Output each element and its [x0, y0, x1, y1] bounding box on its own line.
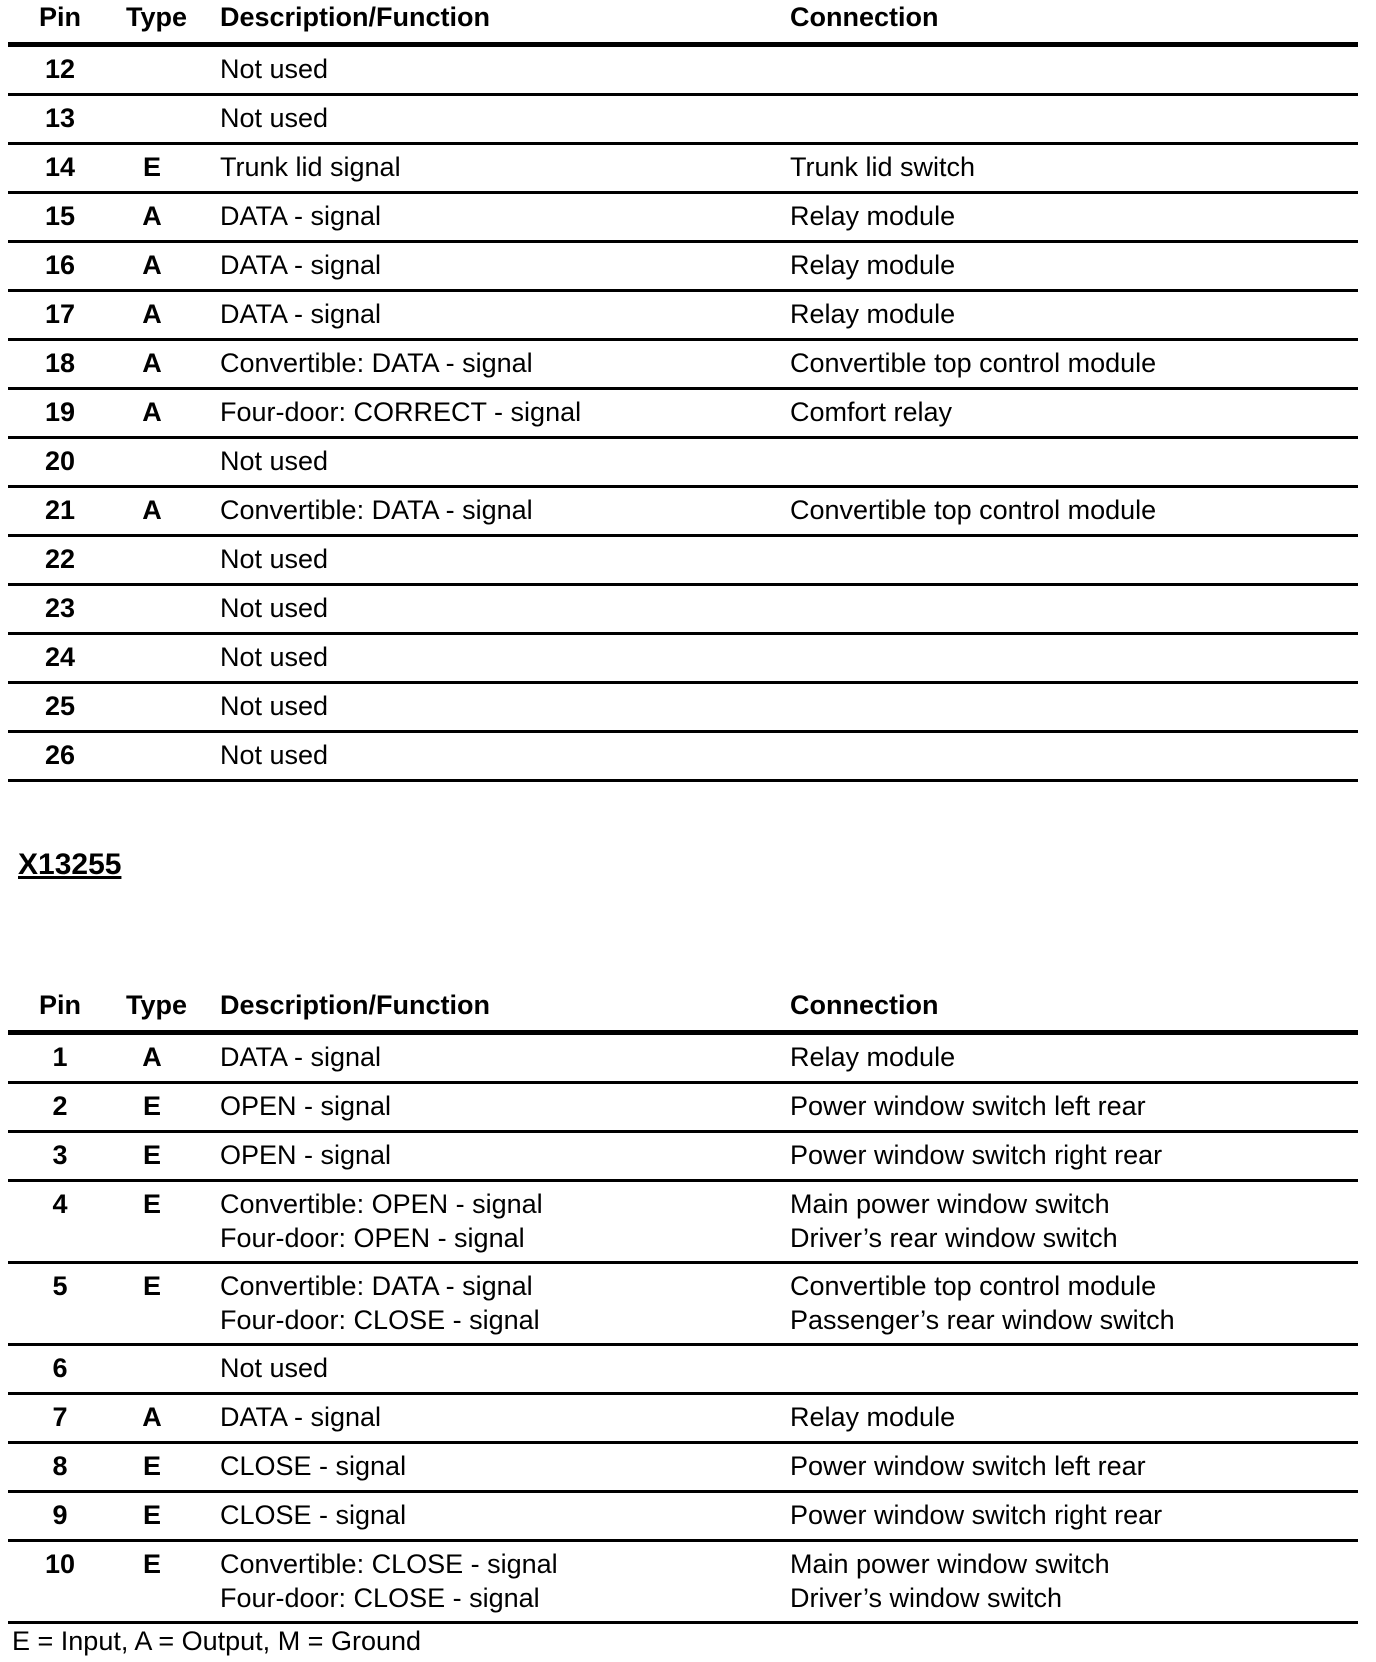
table-row — [8, 684, 1358, 733]
description-line: Four-door: CORRECT - signal — [220, 397, 582, 427]
header-type: Type — [126, 990, 188, 1020]
pin-connection — [790, 1040, 955, 1074]
pin-connection — [790, 395, 952, 429]
pin-type: E — [142, 1091, 161, 1121]
connection-line: Power window switch right rear — [790, 1140, 1163, 1170]
pin-description — [220, 395, 581, 429]
table-row — [8, 1395, 1358, 1444]
pin-number: 16 — [44, 250, 76, 280]
description-line: CLOSE - signal — [220, 1500, 407, 1530]
table-row — [8, 1346, 1358, 1395]
table-row — [8, 194, 1358, 243]
pin-description — [220, 542, 328, 576]
pin-number: 1 — [52, 1042, 68, 1072]
connection-line: Comfort relay — [790, 397, 953, 427]
connection-line: Driver’s rear window switch — [790, 1223, 1118, 1253]
table-body — [8, 47, 1358, 782]
header-pin: Pin — [38, 2, 81, 32]
table-row — [8, 635, 1358, 684]
pin-connection — [790, 1400, 955, 1434]
connection-line: Power window switch right rear — [790, 1500, 1163, 1530]
connector-title: X13255 — [18, 848, 122, 881]
pin-description — [220, 199, 381, 233]
pin-connection — [790, 1449, 1146, 1483]
connection-line: Relay module — [790, 250, 956, 280]
description-line: DATA - signal — [220, 299, 382, 329]
pin-type: E — [142, 1500, 161, 1530]
table-row — [8, 1542, 1358, 1624]
table-row — [8, 1493, 1358, 1542]
pin-connection — [790, 1269, 1175, 1337]
pin-description — [220, 346, 533, 380]
description-line: Not used — [220, 1353, 329, 1383]
table-row — [8, 1084, 1358, 1133]
pin-description — [220, 52, 328, 86]
description-line: Convertible: DATA - signal — [220, 1271, 533, 1301]
pin-description — [220, 1269, 540, 1337]
pin-connection — [790, 199, 955, 233]
pin-number: 5 — [52, 1271, 68, 1301]
table-row — [8, 390, 1358, 439]
pin-description — [220, 1089, 391, 1123]
table-row — [8, 145, 1358, 194]
pin-number: 6 — [52, 1353, 68, 1383]
pin-description — [220, 640, 328, 674]
connection-line: Passenger’s rear window switch — [790, 1305, 1175, 1335]
pin-number: 7 — [52, 1402, 68, 1432]
pin-number: 22 — [44, 544, 76, 574]
table-row — [8, 537, 1358, 586]
pin-table-x13255 — [8, 988, 1358, 1624]
pin-connection — [790, 1547, 1110, 1615]
description-line: Not used — [220, 593, 329, 623]
pin-description — [220, 591, 328, 625]
connection-line: Trunk lid switch — [790, 152, 976, 182]
header-connection: Connection — [790, 2, 939, 32]
pin-description — [220, 1351, 328, 1385]
header-description: Description/Function — [220, 990, 490, 1020]
pin-type: A — [142, 495, 162, 525]
pin-number: 13 — [44, 103, 76, 133]
table-row — [8, 47, 1358, 96]
pin-number: 8 — [52, 1451, 68, 1481]
pin-number: 10 — [44, 1549, 76, 1579]
description-line: OPEN - signal — [220, 1140, 392, 1170]
pin-number: 20 — [44, 446, 76, 476]
pin-type: A — [142, 1402, 162, 1432]
description-line: Convertible: OPEN - signal — [220, 1189, 543, 1219]
type-legend: E = Input, A = Output, M = Ground — [12, 1626, 422, 1656]
description-line: Convertible: DATA - signal — [220, 495, 533, 525]
connection-line: Relay module — [790, 1402, 956, 1432]
connection-line: Driver’s window switch — [790, 1583, 1063, 1613]
description-line: Not used — [220, 54, 329, 84]
connection-line: Relay module — [790, 299, 956, 329]
pin-type: E — [142, 152, 161, 182]
pin-description — [220, 101, 328, 135]
table-header — [8, 988, 1358, 1035]
table-header — [8, 0, 1358, 47]
pin-description — [220, 150, 401, 184]
description-line: Not used — [220, 740, 329, 770]
pin-table-top — [8, 0, 1358, 782]
header-connection: Connection — [790, 990, 939, 1020]
pin-number: 3 — [52, 1140, 68, 1170]
pin-connection — [790, 150, 975, 184]
description-line: Not used — [220, 446, 329, 476]
pin-connection — [790, 1138, 1162, 1172]
table-row — [8, 586, 1358, 635]
pin-description — [220, 738, 328, 772]
table-row — [8, 1035, 1358, 1084]
connection-line: Main power window switch — [790, 1549, 1110, 1579]
pin-number: 25 — [44, 691, 76, 721]
pin-type: A — [142, 348, 162, 378]
pin-number: 19 — [44, 397, 76, 427]
connection-line: Power window switch left rear — [790, 1091, 1146, 1121]
pin-description — [220, 1498, 406, 1532]
table-row — [8, 96, 1358, 145]
pin-connection — [790, 1089, 1146, 1123]
table-row — [8, 439, 1358, 488]
description-line: Trunk lid signal — [220, 152, 401, 182]
pin-number: 17 — [44, 299, 76, 329]
connection-line: Convertible top control module — [790, 495, 1157, 525]
pin-connection — [790, 1498, 1162, 1532]
pin-type: A — [142, 250, 162, 280]
pin-description — [220, 493, 533, 527]
pin-description — [220, 444, 328, 478]
pin-description — [220, 1187, 543, 1255]
pin-number: 18 — [44, 348, 76, 378]
description-line: Not used — [220, 544, 329, 574]
description-line: Convertible: CLOSE - signal — [220, 1549, 558, 1579]
description-line: DATA - signal — [220, 1402, 382, 1432]
pin-number: 2 — [52, 1091, 68, 1121]
pin-number: 9 — [52, 1500, 68, 1530]
table-row — [8, 1133, 1358, 1182]
table-row — [8, 1444, 1358, 1493]
connection-line: Convertible top control module — [790, 348, 1157, 378]
pin-type: E — [142, 1549, 161, 1579]
pin-type: A — [142, 201, 162, 231]
pin-description — [220, 248, 381, 282]
pin-number: 12 — [44, 54, 76, 84]
table-row — [8, 733, 1358, 782]
description-line: Four-door: CLOSE - signal — [220, 1305, 540, 1335]
description-line: Not used — [220, 642, 329, 672]
connection-line: Main power window switch — [790, 1189, 1110, 1219]
pin-connection — [790, 493, 1156, 527]
pin-description — [220, 689, 328, 723]
connection-line: Relay module — [790, 1042, 956, 1072]
table-row — [8, 1264, 1358, 1346]
pin-description — [220, 1449, 406, 1483]
description-line: DATA - signal — [220, 250, 382, 280]
pin-type: E — [142, 1189, 161, 1219]
description-line: Four-door: CLOSE - signal — [220, 1583, 540, 1613]
table-row — [8, 292, 1358, 341]
header-description: Description/Function — [220, 2, 490, 32]
pin-description — [220, 1400, 381, 1434]
description-line: Convertible: DATA - signal — [220, 348, 533, 378]
description-line: Not used — [220, 103, 329, 133]
table-row — [8, 341, 1358, 390]
description-line: Four-door: OPEN - signal — [220, 1223, 525, 1253]
pin-type: E — [142, 1451, 161, 1481]
description-line: CLOSE - signal — [220, 1451, 407, 1481]
table-row — [8, 488, 1358, 537]
pin-type: E — [142, 1140, 161, 1170]
description-line: DATA - signal — [220, 1042, 382, 1072]
table-body — [8, 1035, 1358, 1624]
table-row — [8, 1182, 1358, 1264]
pin-description — [220, 1138, 391, 1172]
pin-description — [220, 1040, 381, 1074]
pin-description — [220, 1547, 558, 1615]
pin-number: 23 — [44, 593, 76, 623]
header-pin: Pin — [38, 990, 81, 1020]
description-line: OPEN - signal — [220, 1091, 392, 1121]
connection-line: Convertible top control module — [790, 1271, 1157, 1301]
connection-line: Relay module — [790, 201, 956, 231]
pin-description — [220, 297, 381, 331]
pin-connection — [790, 1187, 1118, 1255]
pin-number: 26 — [44, 740, 76, 770]
pin-type: E — [142, 1271, 161, 1301]
pin-number: 14 — [44, 152, 76, 182]
connection-line: Power window switch left rear — [790, 1451, 1146, 1481]
pin-number: 15 — [44, 201, 76, 231]
table-row — [8, 243, 1358, 292]
pin-connection — [790, 346, 1156, 380]
pin-number: 21 — [44, 495, 76, 525]
pin-number: 24 — [44, 642, 76, 672]
pin-type: A — [142, 299, 162, 329]
description-line: Not used — [220, 691, 329, 721]
header-type: Type — [126, 2, 188, 32]
pin-type: A — [142, 1042, 162, 1072]
pin-connection — [790, 248, 955, 282]
pin-connection — [790, 297, 955, 331]
pin-number: 4 — [52, 1189, 68, 1219]
pin-type: A — [142, 397, 162, 427]
description-line: DATA - signal — [220, 201, 382, 231]
